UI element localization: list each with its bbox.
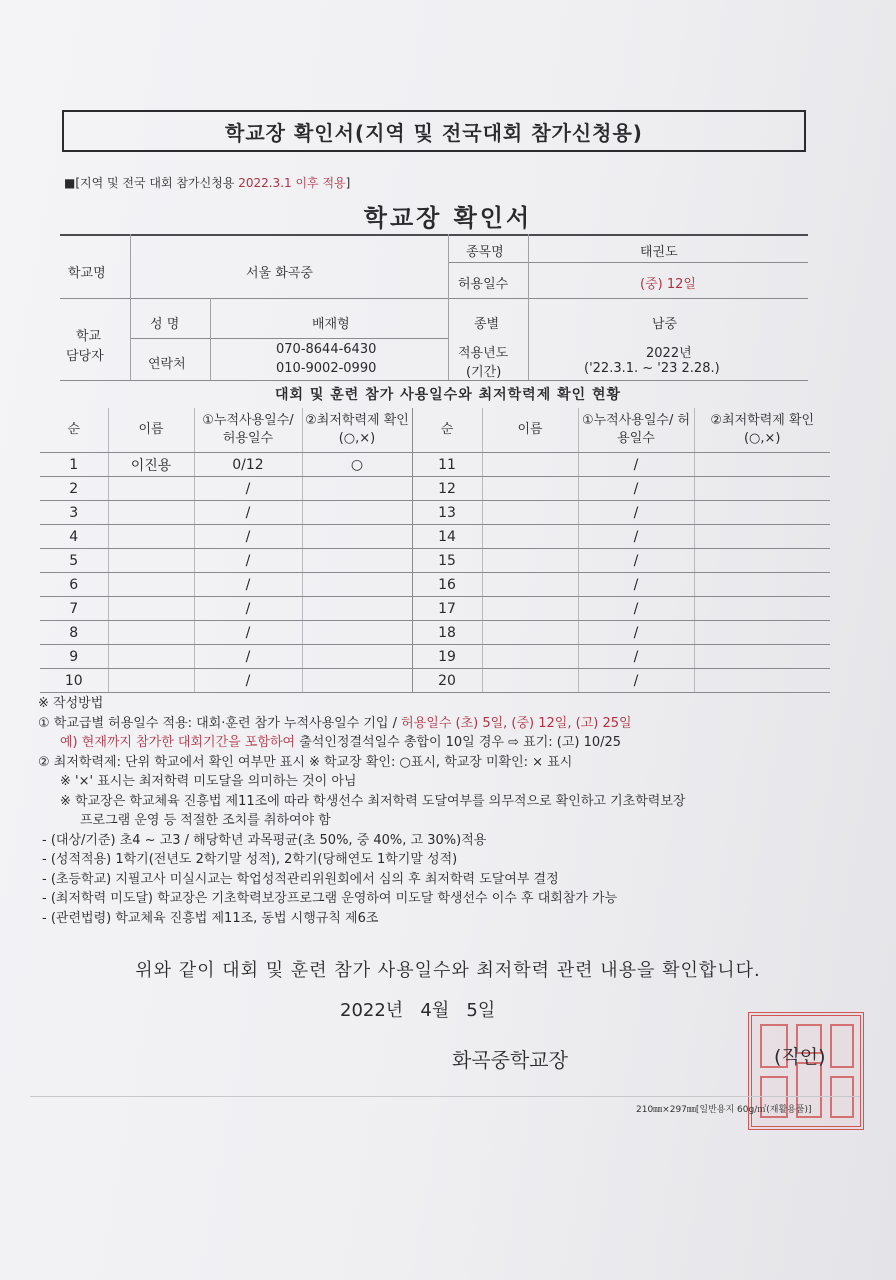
row-no-cell: 19 [412, 645, 482, 669]
row-no-cell: 4 [40, 525, 108, 549]
instructions [38, 694, 685, 928]
row-check-cell [694, 549, 830, 573]
note-line: - (초등학교) 지필고사 미실시교는 학업성적관리위원회에서 심의 후 최저학력 도달여부 결정 [42, 871, 559, 887]
row-name-cell [482, 621, 578, 645]
principal-title: 화곡중학교장 [452, 1048, 568, 1072]
days-value: (중) 12일 [640, 277, 696, 292]
table-row [40, 573, 830, 597]
contact-label-line2: 담당자 [66, 349, 104, 364]
row-days-cell: / [194, 597, 302, 621]
row-check-cell [302, 501, 412, 525]
row-name-cell: 이진용 [108, 453, 194, 477]
applicability-suffix: ] [345, 176, 351, 190]
table-row [40, 525, 830, 549]
info-rule [130, 338, 448, 339]
year-label-line2: (기간) [466, 365, 502, 380]
col-header-name: 이름 [108, 408, 194, 453]
row-name-cell [482, 525, 578, 549]
row-name-cell [108, 525, 194, 549]
row-no-cell: 20 [412, 669, 482, 693]
col-header-check: ②최저학력제 확인(○,×) [302, 408, 412, 453]
name-label: 성 명 [150, 317, 180, 332]
row-name-cell [108, 501, 194, 525]
row-days-cell: / [578, 621, 694, 645]
table-row [40, 597, 830, 621]
note-line: - (관련법령) 학교체육 진흥법 제11조, 동법 시행규칙 제6조 [42, 910, 379, 926]
sport-value: 태권도 [640, 245, 678, 260]
row-check-cell [302, 477, 412, 501]
section-title: 대회 및 훈련 참가 사용일수와 최저학력제 확인 현황 [274, 387, 622, 403]
row-days-cell: / [194, 621, 302, 645]
info-rule [60, 298, 808, 299]
row-check-cell [302, 549, 412, 573]
table-row [40, 453, 830, 477]
row-no-cell: 15 [412, 549, 482, 573]
row-days-cell: / [194, 549, 302, 573]
info-divider [448, 234, 449, 380]
phone-label: 연락처 [148, 357, 186, 372]
table-row [40, 621, 830, 645]
info-divider [210, 298, 211, 380]
row-check-cell [302, 645, 412, 669]
row-no-cell: 12 [412, 477, 482, 501]
row-no-cell: 6 [40, 573, 108, 597]
row-check-cell [302, 621, 412, 645]
row-name-cell [482, 573, 578, 597]
gender-label: 종별 [474, 317, 500, 332]
issue-date: 2022년 4월 5일 [340, 1000, 496, 1021]
contact-label-line1: 학교 [76, 329, 102, 344]
sport-label: 종목명 [466, 245, 504, 260]
table-row [40, 645, 830, 669]
row-days-cell: / [194, 669, 302, 693]
col-header-check: ②최저학력제 확인(○,×) [694, 408, 830, 453]
row-check-cell [694, 645, 830, 669]
info-top-rule [60, 234, 808, 236]
row-days-cell: / [194, 573, 302, 597]
row-no-cell: 1 [40, 453, 108, 477]
paper-spec-note: 210㎜×297㎜[일반용지 60g/㎡(재활용품)] [636, 1105, 812, 1115]
note-line: ※ 학교장은 학교체육 진흥법 제11조에 따라 학생선수 최저학력 도달여부를 의무적으로 확인하고 기초학력보장 [60, 793, 686, 809]
row-no-cell: 5 [40, 549, 108, 573]
seal-label: (직인) [774, 1046, 826, 1068]
applicability-prefix: ■[지역 및 전국 대회 참가신청용 [64, 176, 239, 190]
row-no-cell: 9 [40, 645, 108, 669]
gender-value: 남중 [652, 317, 678, 332]
col-header-no: 순 [40, 408, 108, 453]
col-header-days: ①누적사용일수/ 허용일수 [194, 408, 302, 453]
row-check-cell [694, 597, 830, 621]
note-line: 예) 현재까지 참가한 대회기간을 포함하여 출석인정결석일수 총합이 10일 경우 ⇨ 표기: (고) 10/25 [60, 735, 622, 750]
row-name-cell [482, 501, 578, 525]
row-no-cell: 2 [40, 477, 108, 501]
row-name-cell [482, 477, 578, 501]
row-days-cell: / [578, 645, 694, 669]
row-no-cell: 16 [412, 573, 482, 597]
row-no-cell: 11 [412, 453, 482, 477]
info-rule [60, 380, 808, 381]
name-value: 배재형 [312, 317, 350, 332]
period-value: ('22.3.1. ~ '23 2.28.) [584, 361, 720, 376]
col-header-days: ①누적사용일수/ 허용일수 [578, 408, 694, 453]
row-check-cell [302, 573, 412, 597]
document-title: 학교장 확인서 [363, 204, 533, 232]
row-name-cell [108, 621, 194, 645]
row-no-cell: 8 [40, 621, 108, 645]
row-days-cell: / [578, 525, 694, 549]
row-check-cell [694, 573, 830, 597]
row-days-cell: / [578, 501, 694, 525]
table-row [40, 669, 830, 693]
phone-value-1: 070-8644-6430 [276, 342, 377, 357]
row-no-cell: 13 [412, 501, 482, 525]
confirmation-statement: 위와 같이 대회 및 훈련 참가 사용일수와 최저학력 관련 내용을 확인합니다. [135, 960, 761, 981]
row-name-cell [108, 645, 194, 669]
table-row [40, 477, 830, 501]
table-header-row [40, 408, 830, 453]
row-no-cell: 7 [40, 597, 108, 621]
year-label-line1: 적용년도 [458, 346, 509, 361]
note-line: ※ '×' 표시는 최저학력 미도달을 의미하는 것이 아님 [60, 774, 357, 789]
days-label: 허용일수 [458, 277, 509, 292]
row-days-cell: / [194, 645, 302, 669]
table-row [40, 549, 830, 573]
row-name-cell [482, 453, 578, 477]
row-check-cell: ○ [302, 453, 412, 477]
note-line: - (최저학력 미도달) 학교장은 기초학력보장프로그램 운영하여 미도달 학생선수 이수 후 대회참가 가능 [42, 891, 618, 906]
row-days-cell: / [578, 597, 694, 621]
header-title: 학교장 확인서(지역 및 전국대회 참가신청용) [225, 120, 643, 145]
school-label: 학교명 [68, 266, 106, 281]
row-days-cell: / [578, 477, 694, 501]
row-days-cell: / [578, 573, 694, 597]
row-days-cell: / [194, 525, 302, 549]
row-check-cell [302, 597, 412, 621]
applicability-note [64, 174, 350, 191]
row-name-cell [108, 669, 194, 693]
row-check-cell [302, 525, 412, 549]
row-days-cell: / [194, 477, 302, 501]
applicability-date: 2022.3.1 이후 적용 [238, 176, 346, 190]
col-header-name: 이름 [482, 408, 578, 453]
row-check-cell [694, 477, 830, 501]
row-check-cell [694, 621, 830, 645]
school-value: 서울 화곡중 [246, 266, 313, 281]
row-check-cell [302, 669, 412, 693]
row-name-cell [482, 645, 578, 669]
col-header-no: 순 [412, 408, 482, 453]
row-name-cell [108, 597, 194, 621]
row-name-cell [482, 669, 578, 693]
row-no-cell: 18 [412, 621, 482, 645]
note-line: - (성적적용) 1학기(전년도 2학기말 성적), 2학기(당해연도 1학기말 성적) [42, 852, 458, 867]
phone-value-2: 010-9002-0990 [276, 361, 377, 376]
row-name-cell [482, 549, 578, 573]
row-check-cell [694, 501, 830, 525]
note-line: 프로그램 운영 등 적절한 조치를 취하여야 함 [80, 813, 331, 828]
status-table [40, 408, 830, 688]
row-name-cell [108, 549, 194, 573]
row-name-cell [108, 477, 194, 501]
row-name-cell [108, 573, 194, 597]
row-name-cell [482, 597, 578, 621]
row-days-cell: / [578, 453, 694, 477]
note-line: ② 최저학력제: 단위 학교에서 확인 여부만 표시 ※ 학교장 확인: ○표시, 학교장 미확인: × 표시 [38, 754, 573, 770]
row-days-cell: / [194, 501, 302, 525]
notes-heading: ※ 작성방법 [38, 696, 104, 711]
header-title-box [62, 110, 806, 152]
row-check-cell [694, 525, 830, 549]
info-rule [448, 262, 808, 263]
row-days-cell: / [578, 549, 694, 573]
row-no-cell: 14 [412, 525, 482, 549]
year-value: 2022년 [646, 346, 692, 361]
footer-rule [30, 1096, 860, 1097]
row-no-cell: 17 [412, 597, 482, 621]
row-check-cell [694, 669, 830, 693]
info-divider [130, 234, 131, 380]
row-days-cell: / [578, 669, 694, 693]
row-no-cell: 3 [40, 501, 108, 525]
table-row [40, 501, 830, 525]
info-divider [528, 234, 529, 380]
note-line: ① 학교급별 허용일수 적용: 대회·훈련 참가 누적사용일수 기입 / 허용일수 (초) 5일, (중) 12일, (고) 25일 [38, 715, 632, 731]
row-days-cell: 0/12 [194, 453, 302, 477]
row-no-cell: 10 [40, 669, 108, 693]
note-line: - (대상/기준) 초4 ~ 고3 / 해당학년 과목평균(초 50%, 중 40%, 고 30%)적용 [42, 832, 487, 848]
row-check-cell [694, 453, 830, 477]
